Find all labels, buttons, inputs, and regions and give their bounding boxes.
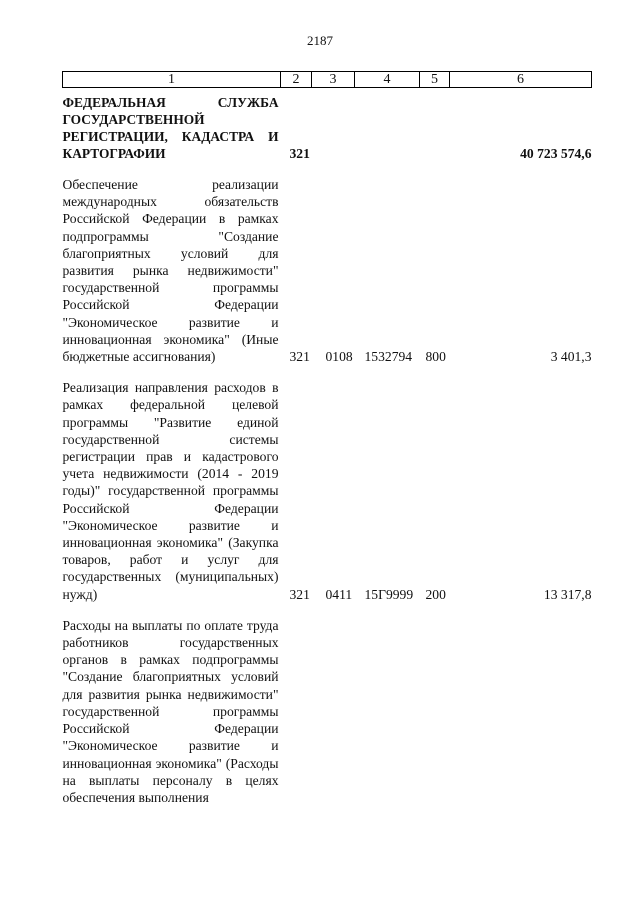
row-spacer bbox=[63, 603, 592, 617]
row-description: Расходы на выплаты по оплате труда работников государственных органов в рамках подпрограммы "Создание благоприятных условий для развития рынка недвижимости" государственной программы Российской Федерации "Экономическое развитие и инновационная экономика" (Расходы на выплаты персоналу в целях обеспечения выполнения bbox=[62, 617, 279, 805]
row-spacer bbox=[63, 365, 592, 379]
row-article-code: 1532794 bbox=[364, 349, 413, 365]
row-section-code bbox=[312, 88, 355, 163]
row-ministry-code: 321 bbox=[289, 145, 310, 161]
table-row bbox=[63, 88, 592, 163]
row-ministry-code: 321 bbox=[289, 586, 310, 602]
row-amount: 40 723 574,6 bbox=[520, 145, 592, 161]
row-ministry-code: 321 bbox=[289, 349, 310, 365]
row-section-code bbox=[312, 617, 355, 806]
header-col-4: 4 bbox=[355, 72, 420, 88]
header-col-2: 2 bbox=[281, 72, 312, 88]
header-col-1: 1 bbox=[63, 72, 281, 88]
table-header bbox=[63, 72, 592, 88]
row-description: ФЕДЕРАЛЬНАЯ СЛУЖБА ГОСУДАРСТВЕННОЙ РЕГИСТРАЦИИ, КАДАСТРА И КАРТОГРАФИИ bbox=[62, 95, 279, 161]
row-expense-type: 200 bbox=[425, 586, 446, 602]
table-row bbox=[63, 379, 592, 603]
row-article-code bbox=[355, 88, 420, 163]
header-row bbox=[63, 72, 592, 88]
row-ministry-code bbox=[281, 617, 312, 806]
row-spacer bbox=[63, 162, 592, 176]
row-amount: 13 317,8 bbox=[543, 586, 592, 602]
row-amount bbox=[450, 617, 592, 806]
page-number: 2187 bbox=[307, 33, 333, 48]
header-col-3: 3 bbox=[312, 72, 355, 88]
row-description: Обеспечение реализации международных обязательств Российской Федерации в рамках подпрограммы "Создание благоприятных условий для развития рынка недвижимости" государственной программы Российской Федерации "Экономическое развитие и инновационная экономика" (Иные бюджетные ассигнования) bbox=[62, 177, 279, 365]
header-col-6: 6 bbox=[450, 72, 592, 88]
header-col-5: 5 bbox=[420, 72, 450, 88]
table-body bbox=[63, 88, 592, 807]
row-expense-type bbox=[420, 88, 450, 163]
table-row bbox=[63, 617, 592, 806]
row-amount: 3 401,3 bbox=[550, 349, 592, 365]
row-section-code: 0411 bbox=[325, 586, 353, 602]
row-section-code: 0108 bbox=[325, 349, 353, 365]
row-expense-type: 800 bbox=[425, 349, 446, 365]
row-expense-type bbox=[420, 617, 450, 806]
row-description: Реализация направления расходов в рамках федеральной целевой программы "Развитие единой государственной системы регистрации прав и кадастрового учета недвижимости (2014 - 2019 годы)" государственной программы Российской Федерации "Экономическое развитие и инновационная экономика" (Закупка товаров, работ и услуг для государственных (муниципальных) нужд) bbox=[62, 380, 279, 602]
row-article-code: 15Г9999 bbox=[364, 586, 414, 602]
row-article-code bbox=[355, 617, 420, 806]
budget-table bbox=[62, 71, 592, 806]
table-row bbox=[63, 176, 592, 365]
